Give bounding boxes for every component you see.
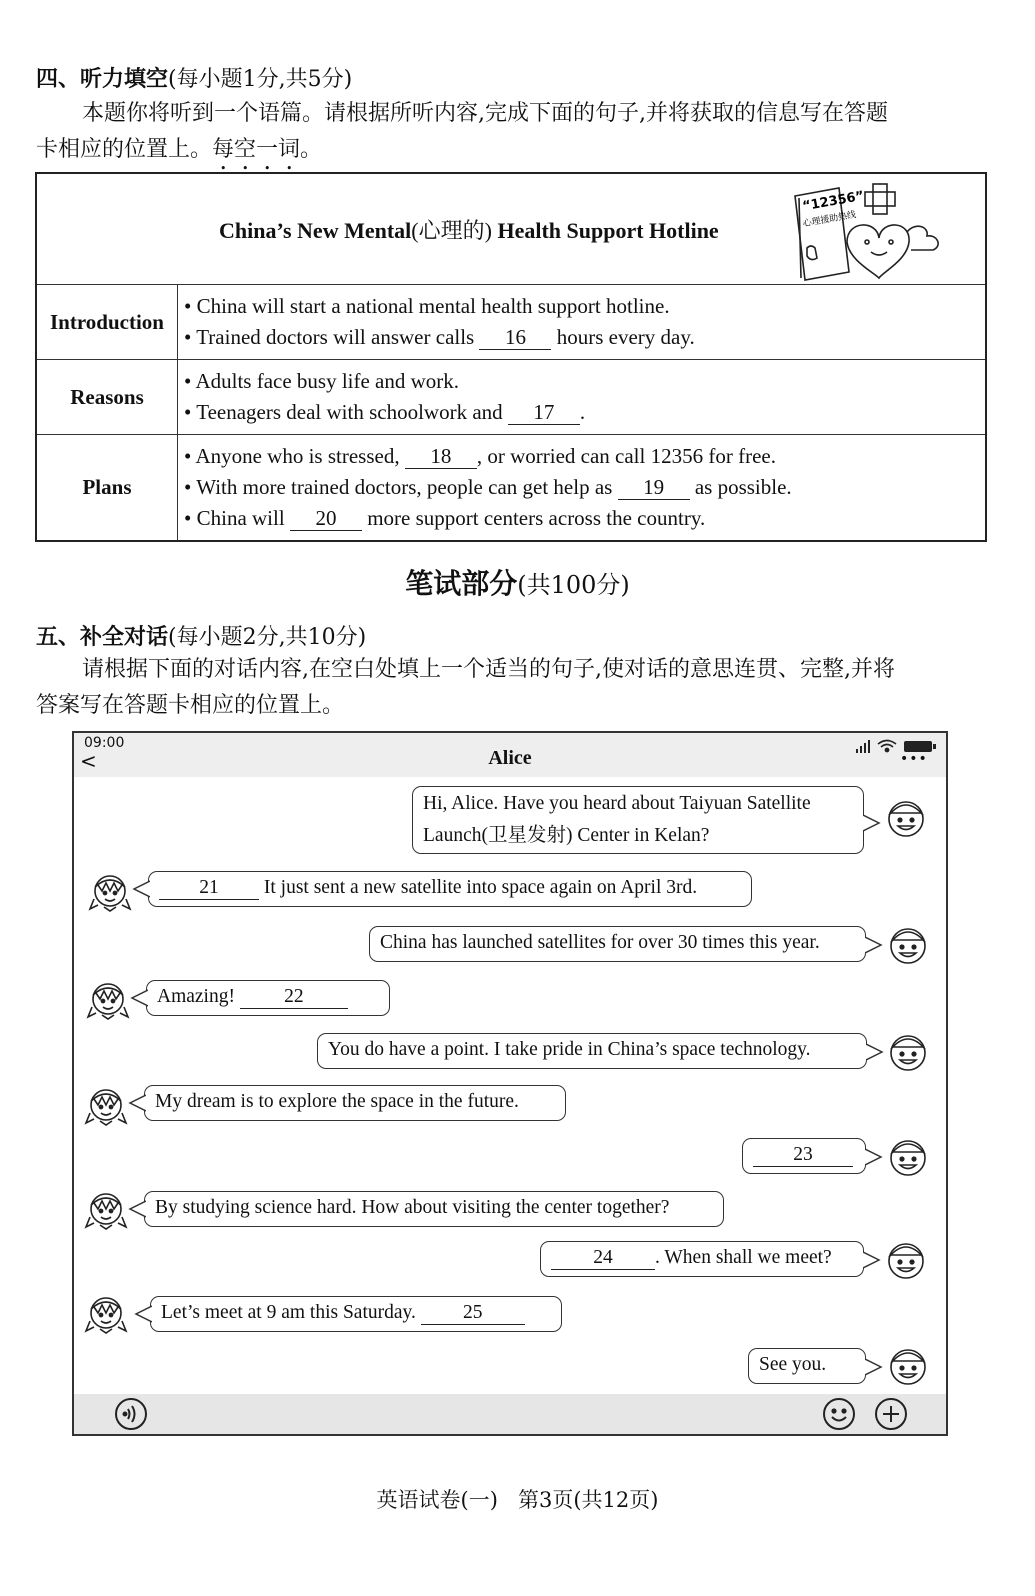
boy-avatar-icon <box>884 922 932 966</box>
message-bubble-7 <box>742 1138 866 1174</box>
message-bubble-4 <box>146 980 390 1016</box>
hotline-table <box>35 172 987 542</box>
signal-icon <box>856 740 870 753</box>
bubble-tail-left-8 <box>128 1199 146 1219</box>
message-bubble-10 <box>150 1296 562 1332</box>
logo-number: “12356” <box>801 188 866 215</box>
section4-instr-line2 <box>36 132 996 175</box>
message-bubble-3: China has launched satellites for over 30 times this year. <box>369 926 866 962</box>
message-bubble-2 <box>148 871 752 907</box>
blank-25: 25 <box>421 1302 525 1325</box>
status-bar <box>74 733 946 777</box>
girl-avatar-icon <box>84 977 132 1021</box>
row-reasons <box>36 360 986 435</box>
intro-line2 <box>184 322 979 353</box>
wifi-icon <box>878 741 896 752</box>
plans-line1-a: • Anyone who is stressed, <box>184 444 405 468</box>
message-1-line1: Hi, Alice. Have you heard about Taiyuan Satellite <box>423 793 811 814</box>
boy-avatar-icon <box>882 795 930 839</box>
instr-part-c: 。 <box>300 137 323 162</box>
boy-avatar-icon <box>884 1029 932 1073</box>
label-plans: Plans <box>36 435 178 542</box>
blank-18: 18 <box>405 444 477 469</box>
section5-instructions <box>36 652 996 724</box>
section5-scoring: (每小题2分,共10分) <box>168 625 367 650</box>
chat-input-bar <box>74 1394 946 1434</box>
boy-avatar-icon <box>884 1343 932 1387</box>
blank-19: 19 <box>618 475 690 500</box>
girl-avatar-icon <box>82 1291 130 1335</box>
emoji-button-icon[interactable] <box>822 1397 856 1431</box>
plans-line2 <box>184 472 979 503</box>
label-introduction: Introduction <box>36 285 178 360</box>
message-2-text: It just sent a new satellite into space again on April 3rd. <box>263 877 698 898</box>
section4-heading <box>36 62 352 93</box>
section5-heading <box>36 620 366 651</box>
title-part1: China’s New Mental <box>219 218 412 243</box>
bubble-tail-left-6 <box>128 1093 146 1113</box>
section5-instr-line2: 答案写在答题卡相应的位置上。 <box>36 693 345 718</box>
message-bubble-1 <box>412 786 864 854</box>
reasons-line2-a: • Teenagers deal with schoolwork and <box>184 400 508 424</box>
intro-line2-b: hours every day. <box>551 325 695 349</box>
title-part2: Health Support Hotline <box>491 218 719 243</box>
bubble-tail-right-1 <box>863 813 881 833</box>
chat-screen <box>72 731 948 1436</box>
blank-22: 22 <box>240 986 348 1009</box>
boy-avatar-icon <box>882 1237 930 1281</box>
plans-line1 <box>184 441 979 472</box>
written-scoring: (共100分) <box>517 571 630 599</box>
written-part-heading <box>0 562 1035 602</box>
table-title <box>219 214 719 245</box>
body-plans <box>178 435 987 542</box>
message-1-line2: Launch(卫星发射) Center in Kelan? <box>423 825 710 846</box>
instr-part-a: 卡相应的位置上。 <box>36 137 213 162</box>
bubble-tail-right-3 <box>865 935 883 955</box>
reasons-line1: • Adults face busy life and work. <box>184 369 460 393</box>
plans-line3 <box>184 503 979 534</box>
body-reasons <box>178 360 987 435</box>
girl-avatar-icon <box>86 869 134 913</box>
reasons-line2 <box>184 397 979 428</box>
plans-line1-b: , or worried can call 12356 for free. <box>476 444 776 468</box>
plus-button-icon[interactable] <box>874 1397 908 1431</box>
section4-instructions <box>36 96 996 175</box>
message-10-text: Let’s meet at 9 am this Saturday. <box>161 1302 421 1323</box>
plans-line2-a: • With more trained doctors, people can get help as <box>184 475 618 499</box>
reasons-line2-b: . <box>579 400 586 424</box>
message-9-text: . When shall we meet? <box>655 1247 832 1268</box>
blank-21: 21 <box>159 877 259 900</box>
intro-line1: • China will start a national mental health support hotline. <box>184 294 670 318</box>
boy-avatar-icon <box>884 1134 932 1178</box>
blank-24: 24 <box>551 1247 655 1270</box>
more-menu-button[interactable]: ••• <box>900 751 928 767</box>
message-bubble-8: By studying science hard. How about visiting the center together? <box>144 1191 724 1227</box>
bubble-tail-left-10 <box>134 1304 152 1324</box>
blank-20: 20 <box>290 506 362 531</box>
blank-23: 23 <box>753 1144 853 1167</box>
bubble-tail-left-2 <box>132 879 150 899</box>
written-title: 笔试部分 <box>405 567 518 600</box>
back-button[interactable]: < <box>80 749 97 773</box>
plans-line2-b: as possible. <box>689 475 792 499</box>
body-introduction <box>178 285 987 360</box>
row-plans <box>36 435 986 542</box>
message-bubble-11: See you. <box>748 1348 866 1384</box>
girl-avatar-icon <box>82 1187 130 1231</box>
message-4-text: Amazing! <box>157 986 240 1007</box>
plans-line3-a: • China will <box>184 506 290 530</box>
hotline-logo-icon <box>787 182 957 282</box>
bubble-tail-right-5 <box>866 1042 884 1062</box>
intro-line2-a: • Trained doctors will answer calls <box>184 325 480 349</box>
bubble-tail-left-4 <box>130 988 148 1008</box>
section4-scoring: (每小题1分,共5分) <box>168 67 353 92</box>
bubble-tail-right-9 <box>863 1250 881 1270</box>
blank-17: 17 <box>508 400 580 425</box>
girl-avatar-icon <box>82 1083 130 1127</box>
status-time: 09:00 <box>84 735 125 751</box>
bubble-tail-right-11 <box>865 1357 883 1377</box>
table-header <box>36 173 986 285</box>
message-bubble-6: My dream is to explore the space in the future. <box>144 1085 566 1121</box>
section4-instr-line1: 本题你将听到一个语篇。请根据所听内容,完成下面的句子,并将获取的信息写在答题 <box>82 101 888 126</box>
contact-name: Alice <box>488 747 532 769</box>
title-cn: (心理的) <box>411 218 492 243</box>
section5-instr-line1: 请根据下面的对话内容,在空白处填上一个适当的句子,使对话的意思连贯、完整,并将 <box>82 657 895 682</box>
section4-title: 四、听力填空 <box>36 66 169 92</box>
section5-title: 五、补全对话 <box>36 624 169 650</box>
instr-emphasis: 每空一词 <box>212 137 301 162</box>
message-bubble-5: You do have a point. I take pride in China’s space technology. <box>317 1033 867 1069</box>
page-footer: 英语试卷(一) 第3页(共12页) <box>376 1488 659 1512</box>
bubble-tail-right-7 <box>865 1147 883 1167</box>
label-reasons: Reasons <box>36 360 178 435</box>
voice-button-icon[interactable] <box>114 1397 148 1431</box>
blank-16: 16 <box>479 325 551 350</box>
row-introduction <box>36 285 986 360</box>
logo-caption: 心理援助热线 <box>801 210 857 230</box>
message-bubble-9 <box>540 1241 864 1277</box>
plans-line3-b: more support centers across the country. <box>361 506 706 530</box>
